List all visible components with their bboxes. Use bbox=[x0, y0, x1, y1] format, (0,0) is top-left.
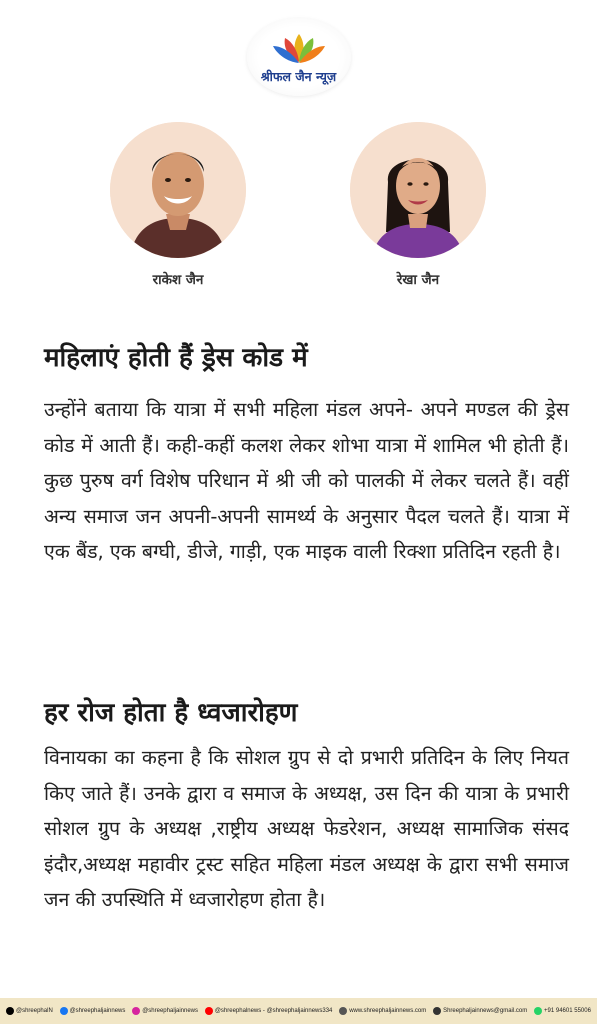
person-name: राकेश जैन bbox=[152, 272, 204, 288]
x-icon bbox=[6, 1007, 14, 1015]
brand-name: श्रीफल जैन न्यूज़ bbox=[260, 68, 337, 84]
section-heading: हर रोज होता है ध्वजारोहण bbox=[44, 698, 298, 728]
footer-link[interactable] bbox=[6, 1007, 53, 1015]
footer-link-text: +91 94601 55006 bbox=[544, 1008, 591, 1014]
footer-link[interactable] bbox=[60, 1007, 126, 1015]
whatsapp-icon bbox=[534, 1007, 542, 1015]
brand-logo bbox=[0, 18, 597, 96]
person-card bbox=[108, 122, 248, 288]
footer-link-text: www.shreephaljainnews.com bbox=[349, 1008, 427, 1014]
footer-link-text: @shreephalN bbox=[16, 1008, 53, 1014]
logo-badge bbox=[247, 18, 351, 96]
footer-link[interactable] bbox=[534, 1007, 591, 1015]
footer-contact-bar bbox=[0, 998, 597, 1024]
person-name: रेखा जैन bbox=[396, 272, 440, 288]
footer-link[interactable] bbox=[205, 1007, 333, 1015]
footer-link-text: @shreephalnews - @shreephaljainnews334 bbox=[214, 1008, 333, 1014]
woman-portrait-icon bbox=[350, 122, 486, 258]
section-paragraph: विनायका का कहना है कि सोशल ग्रुप से दो प्रभारी प्रतिदिन के लिए नियत किए जाते हैं। उनके द्वारा व समाज के अध्यक्ष, उस दिन की यात्रा के प्रभारी सोशल ग्रुप के अध्यक्ष ,राष्ट्रीय अध्यक्ष फेडरेशन, अध्यक्ष सामाजिक संसद इंदौर,अध्यक्ष महावीर ट्रस्ट सहित महिला मंडल अध्यक्ष के द्वारा सभी समाज जन की उपस्थिति में ध्वजारोहण होता है। bbox=[44, 746, 569, 911]
section-paragraph: उन्होंने बताया कि यात्रा में सभी महिला मंडल अपने- अपने मण्डल की ड्रेस कोड में आती हैं। कही-कहीं कलश लेकर शोभा यात्रा में शामिल भी होती हैं। कुछ पुरुष वर्ग विशेष परिधान में श्री जी को पालकी में लेकर चलते हैं। वहीं अन्य समाज जन अपनी-अपनी सामर्थ्य के अनुसार पैदल चलते हैं। यात्रा में एक बैंड, एक बग्घी, डीजे, गाड़ी, एक माइक वाली रिक्शा प्रतिदिन रहती है। bbox=[44, 398, 569, 563]
avatar bbox=[110, 122, 246, 258]
globe-icon bbox=[339, 1007, 347, 1015]
instagram-icon bbox=[132, 1007, 140, 1015]
footer-link-text: @shreephaljainnews bbox=[69, 1008, 126, 1014]
youtube-icon bbox=[205, 1007, 213, 1015]
section-heading: महिलाएं होती हैं ड्रेस कोड में bbox=[44, 343, 308, 373]
avatar bbox=[350, 122, 486, 258]
man-portrait-icon bbox=[110, 122, 246, 258]
lotus-icon bbox=[267, 30, 331, 66]
person-card bbox=[348, 122, 488, 288]
footer-link-text: @shreephaljainnews bbox=[142, 1008, 198, 1014]
mail-icon bbox=[433, 1007, 441, 1015]
footer-link[interactable] bbox=[132, 1007, 198, 1015]
footer-link-text: Shreephaljainnews@gmail.com bbox=[443, 1008, 528, 1014]
footer-link[interactable] bbox=[339, 1007, 426, 1015]
footer-link[interactable] bbox=[433, 1007, 527, 1015]
facebook-icon bbox=[60, 1007, 68, 1015]
